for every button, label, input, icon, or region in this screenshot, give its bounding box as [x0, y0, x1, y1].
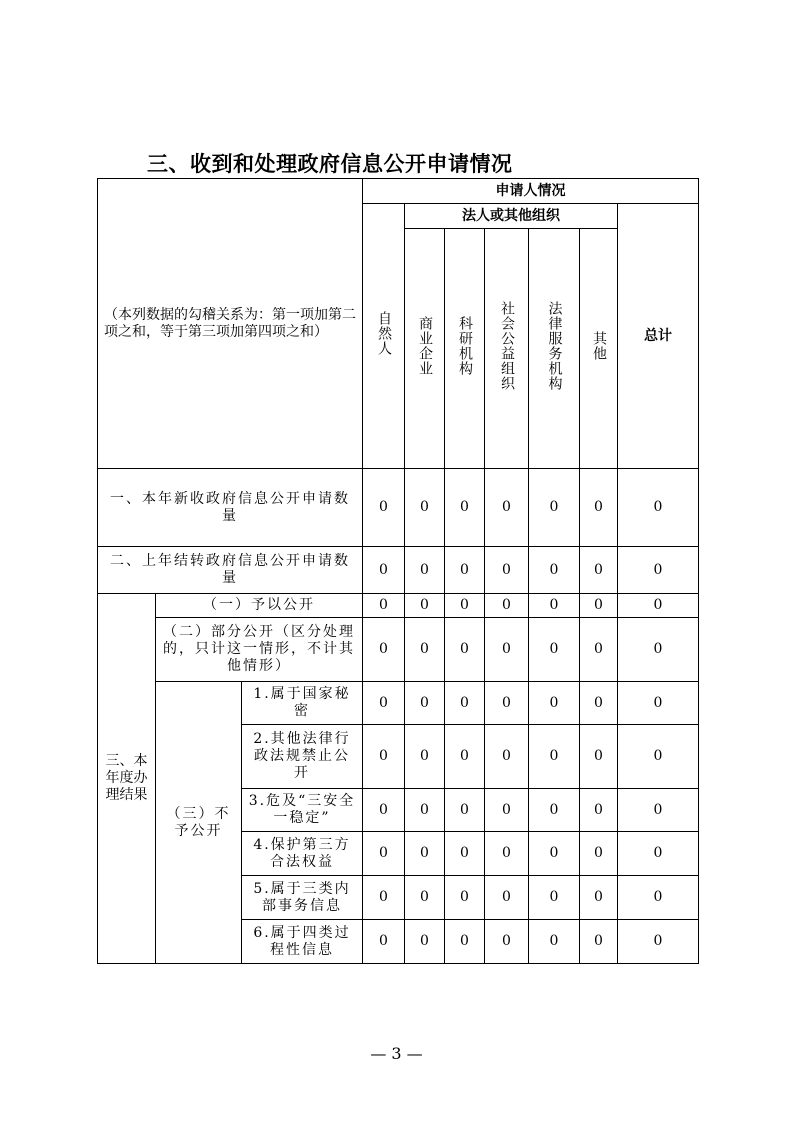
cell: 0: [363, 594, 405, 618]
cell: 0: [445, 832, 485, 876]
cell: 0: [485, 789, 529, 832]
cell: 0: [618, 594, 699, 618]
cell: 0: [405, 920, 445, 964]
sub-label: 4.保护第三方合法权益: [242, 832, 363, 876]
cell: 0: [529, 832, 580, 876]
cell: 0: [618, 789, 699, 832]
cell: 0: [405, 547, 445, 594]
cell: 0: [363, 789, 405, 832]
cell: 0: [580, 469, 618, 547]
note-cell: （本列数据的勾稽关系为：第一项加第二项之和，等于第三项加第四项之和）: [98, 179, 363, 469]
sub-label: 3.危及“三安全一稳定”: [242, 789, 363, 832]
cell: 0: [618, 832, 699, 876]
cell: 0: [445, 920, 485, 964]
cell: 0: [580, 725, 618, 789]
other-header: 其他: [580, 229, 618, 469]
cell: 0: [618, 618, 699, 682]
cell: 0: [445, 618, 485, 682]
application-stats-table: [97, 178, 699, 964]
cell: 0: [580, 876, 618, 920]
cell: 0: [580, 832, 618, 876]
cell: 0: [363, 876, 405, 920]
row-label-disclosed: （一）予以公开: [156, 594, 363, 618]
cell: 0: [580, 920, 618, 964]
row-label-carried: 二、上年结转政府信息公开申请数量: [98, 547, 363, 594]
cell: 0: [618, 682, 699, 725]
not-disclosed-label: （三）不予公开: [156, 682, 242, 964]
cell: 0: [405, 876, 445, 920]
commercial-header: 商业企业: [405, 229, 445, 469]
cell: 0: [618, 469, 699, 547]
cell: 0: [485, 876, 529, 920]
cell: 0: [405, 469, 445, 547]
cell: 0: [485, 618, 529, 682]
cell: 0: [363, 547, 405, 594]
applicant-header: 申请人情况: [363, 179, 699, 204]
total-header: 总计: [618, 204, 699, 469]
cell: 0: [363, 469, 405, 547]
row-label-new: 一、本年新收政府信息公开申请数量: [98, 469, 363, 547]
cell: 0: [405, 594, 445, 618]
cell: 0: [580, 547, 618, 594]
cell: 0: [405, 789, 445, 832]
cell: 0: [529, 594, 580, 618]
cell: 0: [445, 876, 485, 920]
cell: 0: [485, 594, 529, 618]
cell: 0: [485, 832, 529, 876]
result-label: 三、本年度办理结果: [98, 594, 156, 964]
cell: 0: [529, 682, 580, 725]
cell: 0: [529, 469, 580, 547]
cell: 0: [529, 725, 580, 789]
cell: 0: [405, 725, 445, 789]
cell: 0: [580, 618, 618, 682]
cell: 0: [363, 832, 405, 876]
row-label-partial: （二）部分公开（区分处理的，只计这一情形，不计其他情形）: [156, 618, 363, 682]
cell: 0: [445, 789, 485, 832]
cell: 0: [618, 920, 699, 964]
cell: 0: [485, 682, 529, 725]
cell: 0: [485, 547, 529, 594]
cell: 0: [445, 547, 485, 594]
table-row: [98, 618, 699, 682]
table-row: [98, 469, 699, 547]
cell: 0: [618, 725, 699, 789]
cell: 0: [580, 789, 618, 832]
cell: 0: [363, 725, 405, 789]
page-number: — 3 —: [370, 1044, 423, 1063]
cell: 0: [529, 789, 580, 832]
cell: 0: [485, 920, 529, 964]
cell: 0: [363, 618, 405, 682]
legal-service-header: 法律服务机构: [529, 229, 580, 469]
cell: 0: [445, 725, 485, 789]
legal-person-header: 法人或其他组织: [405, 204, 618, 229]
cell: 0: [580, 682, 618, 725]
cell: 0: [485, 725, 529, 789]
cell: 0: [445, 469, 485, 547]
sub-label: 5.属于三类内部事务信息: [242, 876, 363, 920]
sub-label: 2.其他法律行政法规禁止公开: [242, 725, 363, 789]
cell: 0: [529, 618, 580, 682]
cell: 0: [445, 594, 485, 618]
table-row: [98, 594, 699, 618]
sub-label: 6.属于四类过程性信息: [242, 920, 363, 964]
social-header: 社会公益组织: [485, 229, 529, 469]
cell: 0: [405, 832, 445, 876]
cell: 0: [529, 547, 580, 594]
table-row: [98, 682, 699, 725]
sub-label: 1.属于国家秘密: [242, 682, 363, 725]
cell: 0: [405, 682, 445, 725]
cell: 0: [485, 469, 529, 547]
cell: 0: [580, 594, 618, 618]
table-row: [98, 547, 699, 594]
cell: 0: [363, 920, 405, 964]
cell: 0: [445, 682, 485, 725]
research-header: 科研机构: [445, 229, 485, 469]
cell: 0: [363, 682, 405, 725]
cell: 0: [618, 547, 699, 594]
cell: 0: [529, 876, 580, 920]
section-title: 三、收到和处理政府信息公开申请情况: [147, 152, 513, 176]
cell: 0: [618, 876, 699, 920]
cell: 0: [529, 920, 580, 964]
cell: 0: [405, 618, 445, 682]
natural-person-header: 自然人: [363, 204, 405, 469]
